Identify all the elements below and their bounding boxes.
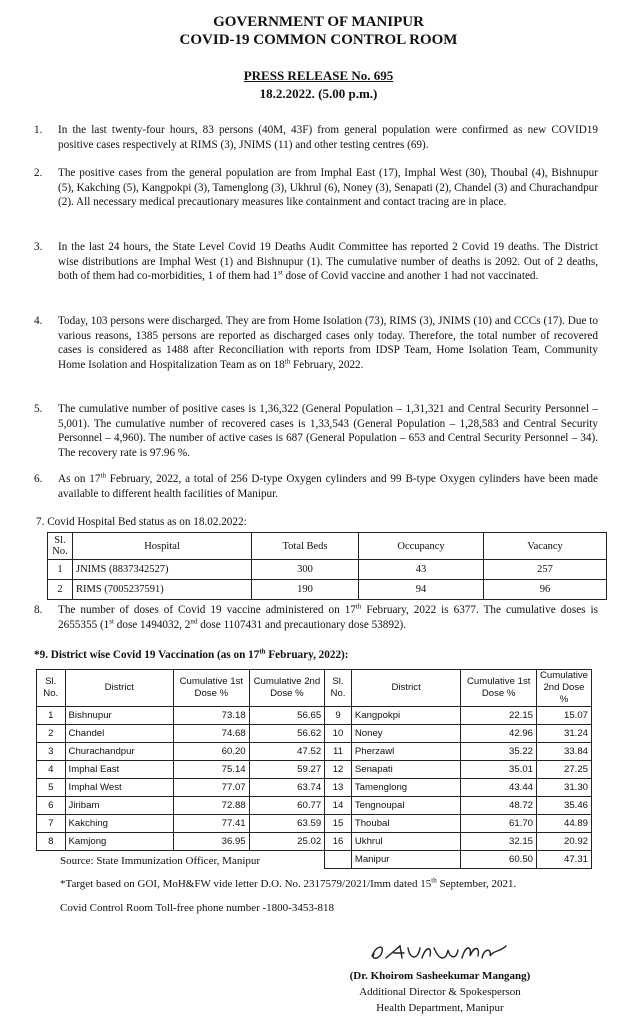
cell: 35.01 [461,761,537,779]
cell: 2 [48,580,73,600]
table-row [48,560,607,580]
cell: 1 [48,560,73,580]
cell: Kakching [65,815,174,833]
cell: 96 [484,580,607,600]
cell: Pherzawl [351,743,461,761]
cell [249,851,325,869]
cell: 73.18 [174,707,250,725]
cell: 72.88 [174,797,250,815]
cell: 16 [325,833,352,851]
column-header: Total Beds [252,533,359,560]
cell: 77.41 [174,815,250,833]
government-title: GOVERNMENT OF MANIPUR [213,14,424,30]
cell [325,851,352,869]
cell: 35.46 [537,797,592,815]
column-header: District [65,670,174,707]
signatory-title: Additional Director & Spokesperson [359,986,521,998]
cell: 74.68 [174,725,250,743]
cell: 32.15 [461,833,537,851]
cell: 6 [37,797,66,815]
cell: 77.07 [174,779,250,797]
signatory-department: Health Department, Manipur [376,1002,504,1014]
paragraph-5: 5. The cumulative number of positive cases is 1,36,322 (General Population – 1,31,321 and Central Security Personnel – 5,001). The cumulative number of recovered cases is 1,33,543 (General Population – 1,28,583 and Central Security Personnel – 4,960). The number of active cases is 687 (General Population – 653 and Central Security Personnel – 34). The recovery rate is 97.96 %. [34,403,598,459]
control-room-title: COVID-19 COMMON CONTROL ROOM [179,32,458,48]
table-row [37,761,592,779]
column-header: Cumulative 1st Dose % [174,670,250,707]
column-header: Sl. No. [37,670,66,707]
table-row [37,707,592,725]
cell: 36.95 [174,833,250,851]
cell: 60.20 [174,743,250,761]
cell: 257 [484,560,607,580]
cell: Imphal East [65,761,174,779]
cell: Kangpokpi [351,707,461,725]
cell: 4 [37,761,66,779]
cell: 59.27 [249,761,325,779]
column-header: Sl. No. [325,670,352,707]
cell: 42.96 [461,725,537,743]
cell: 14 [325,797,352,815]
column-header: Cumulative 2nd Dose % [537,670,592,707]
cell: 56.65 [249,707,325,725]
cell: 44.89 [537,815,592,833]
bed-status-title: 7. Covid Hospital Bed status as on 18.02.2022: [36,516,247,528]
cell: 22.15 [461,707,537,725]
cell: 60.77 [249,797,325,815]
cell: 10 [325,725,352,743]
press-release-date: 18.2.2022. (5.00 p.m.) [259,86,378,101]
cell: 94 [359,580,484,600]
cell: 300 [252,560,359,580]
cell: 7 [37,815,66,833]
cell: Tamenglong [351,779,461,797]
cell: 75.14 [174,761,250,779]
cell: 1 [37,707,66,725]
cell: Chandel [65,725,174,743]
cell: 63.59 [249,815,325,833]
cell: Imphal West [65,779,174,797]
cell: 48.72 [461,797,537,815]
cell: Jiribam [65,797,174,815]
tollfree-note: Covid Control Room Toll-free phone number -1800-3453-818 [60,902,334,914]
table-row [37,725,592,743]
cell: Churachandpur [65,743,174,761]
table-row [37,833,592,851]
paragraph-8: 8. The number of doses of Covid 19 vaccine administered on 17th February, 2022 is 6377. The cumulative doses is 2655355 (1st dose 1494032, 2nd dose 1107431 and precautionary dose 53892). [34,602,598,631]
cell: 5 [37,779,66,797]
table-row [37,797,592,815]
cell: Bishnupur [65,707,174,725]
vaccination-table [36,669,592,869]
cell: 35.22 [461,743,537,761]
cell: 60.50 [461,851,537,869]
paragraph-4: 4. Today, 103 persons were discharged. They are from Home Isolation (73), RIMS (3), JNIMS (10) and CCCs (17). Due to various reasons, 1385 persons are reported as discharged cases only today. Therefore, the total number of recovered cases is considered as 1488 after Reconciliation with reports from IDSP Team, Home Isolation Team, Community Home Isolation and Hospitalization Team as on 18th February, 2022. [34,315,598,371]
source-note: Source: State Immunization Officer, Manipur [60,855,261,867]
table-header-row [48,533,607,560]
column-header: District [351,670,461,707]
table-row [48,580,607,600]
cell: Manipur [351,851,461,869]
cell: 9 [325,707,352,725]
cell: JNIMS (8837342527) [73,560,252,580]
cell: 8 [37,833,66,851]
cell: 63.74 [249,779,325,797]
cell: 31.30 [537,779,592,797]
cell: Kamjong [65,833,174,851]
cell: 15.07 [537,707,592,725]
column-header: Cumulative 2nd Dose % [249,670,325,707]
cell: Senapati [351,761,461,779]
vaccination-title: *9. District wise Covid 19 Vaccination (as on 17th February, 2022): [34,647,349,661]
cell: RIMS (7005237591) [73,580,252,600]
cell: 20.92 [537,833,592,851]
press-release-number: PRESS RELEASE No. 695 [243,68,394,83]
cell: 27.25 [537,761,592,779]
cell: 11 [325,743,352,761]
paragraph-2: 2. The positive cases from the general population are from Imphal East (17), Imphal West (30), Thoubal (4), Bishnupur (5), Kakching (5), Kangpokpi (3), Tamenglong (3), Ukhrul (6), Noney (3), Senapati (2), Chandel (3) and Churachandpur (2). All necessary medical precautionary measures like containment and contact tracing are in place. [34,167,598,209]
table-row [37,815,592,833]
signature-image [366,938,516,966]
cell: Tengnoupal [351,797,461,815]
cell: 31.24 [537,725,592,743]
cell: 33.84 [537,743,592,761]
cell: 15 [325,815,352,833]
cell: 3 [37,743,66,761]
paragraph-1: 1. In the last twenty-four hours, 83 persons (40M, 43F) from general population were confirmed as new COVID19 positive cases respectively at RIMS (3), JNIMS (11) and other testing centres (69). [34,124,598,151]
cell: 47.52 [249,743,325,761]
table-row [37,743,592,761]
cell: Noney [351,725,461,743]
cell: 43.44 [461,779,537,797]
cell: 61.70 [461,815,537,833]
column-header: Vacancy [484,533,607,560]
table-header-row [37,670,592,707]
column-header: Occupancy [359,533,484,560]
cell: Thoubal [351,815,461,833]
cell: 190 [252,580,359,600]
cell: 2 [37,725,66,743]
signatory-name: (Dr. Khoirom Sasheekumar Mangang) [349,970,531,982]
paragraph-3: 3. In the last 24 hours, the State Level Covid 19 Deaths Audit Committee has reported 2 Covid 19 deaths. The District wise distributions are Imphal West (1) and Bishnupur (1). The cumulative number of deaths is 2092. Out of 2 deaths, both of them had co-morbidities, 1 of them had 1st dose of Covid vaccine and another 1 had not vaccinated. [34,241,598,283]
bed-status-table [47,532,607,600]
cell: 25.02 [249,833,325,851]
table-row [37,779,592,797]
column-header: Sl. No. [48,533,73,560]
cell: Ukhrul [351,833,461,851]
column-header: Cumulative 1st Dose % [461,670,537,707]
cell: 13 [325,779,352,797]
cell: 43 [359,560,484,580]
target-note: *Target based on GOI, MoH&FW vide letter D.O. No. 2317579/2021/Imm dated 15th September, 2021. [60,876,517,890]
cell: 12 [325,761,352,779]
cell: 56.62 [249,725,325,743]
paragraph-6: 6. As on 17th February, 2022, a total of 256 D-type Oxygen cylinders and 99 B-type Oxygen cylinders have been made available to different health facilities of Manipur. [34,471,598,500]
column-header: Hospital [73,533,252,560]
cell: 47.31 [537,851,592,869]
